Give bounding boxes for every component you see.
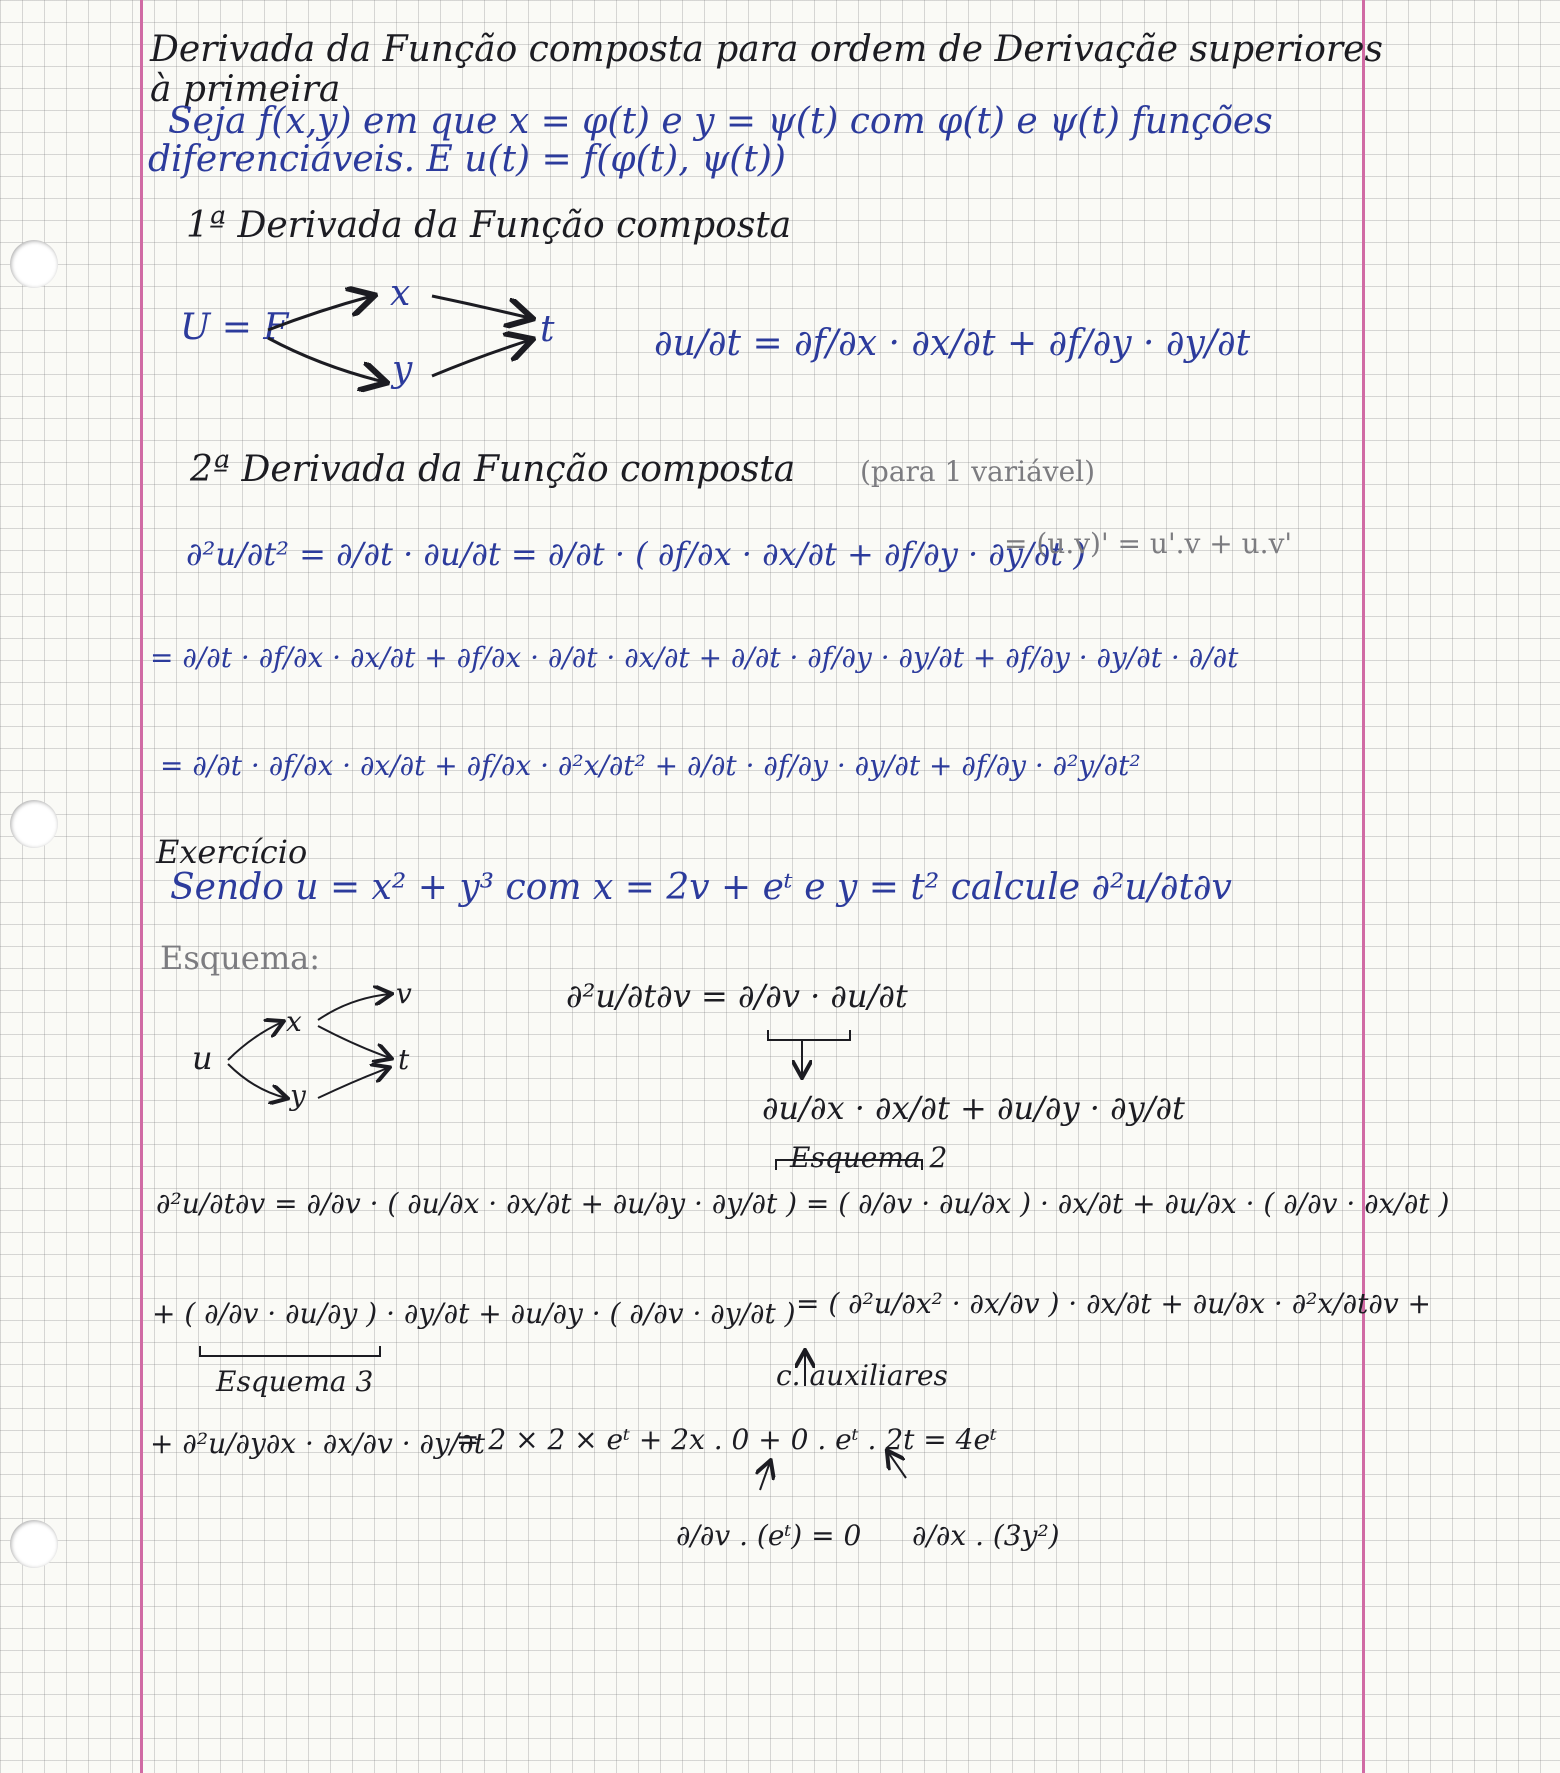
scheme-3-bracket: [200, 1346, 380, 1356]
aux-arrow-2: [888, 1452, 906, 1478]
scheme-2-label: Esquema 2: [790, 1141, 948, 1174]
auxiliary-calc-1: ∂/∂v . (eᵗ) = 0: [676, 1519, 862, 1552]
auxiliary-calc-2: ∂/∂x . (3y²): [912, 1519, 1060, 1552]
second-derivative-line-3: = ∂/∂t · ∂f/∂x · ∂x/∂t + ∂f/∂x · ∂²x/∂t² + ∂/∂t · ∂f/∂y · ∂y/∂t + ∂f/∂y · ∂²y/∂t²: [160, 749, 1141, 782]
arrow-x-to-t: [432, 296, 530, 318]
scheme-arrow-u-x: [228, 1022, 282, 1060]
arrow-u-to-x: [268, 296, 372, 330]
scheme-3-label: Esquema 3: [216, 1365, 374, 1398]
solution-step-3-left: + ∂²u/∂y∂x · ∂x/∂v · ∂y/∂t: [150, 1427, 485, 1460]
scheme-arrow-x-t: [318, 1026, 390, 1058]
intro-text-continued: diferenciáveis. E u(t) = f(φ(t), ψ(t)): [148, 139, 786, 180]
scheme-arrow-y-t: [318, 1068, 388, 1098]
scheme-label: Esquema:: [160, 939, 321, 977]
tree-node-x: x: [390, 273, 411, 314]
scheme-node-x: x: [286, 1005, 302, 1038]
scheme-2-bracket: [776, 1160, 922, 1170]
scheme-arrow-u-y: [228, 1064, 286, 1098]
product-rule-note: = (u.v)' = u'.v + u.v': [1004, 527, 1293, 560]
second-derivative-line-1: ∂²u/∂t² = ∂/∂t · ∂u/∂t = ∂/∂t · ( ∂f/∂x · ∂x/∂t + ∂f/∂y · ∂y/∂t ): [186, 535, 1086, 573]
tree-node-t: t: [540, 309, 555, 350]
plan-bracket: [768, 1030, 850, 1040]
plan-expansion: ∂u/∂x · ∂x/∂t + ∂u/∂y · ∂y/∂t: [762, 1089, 1185, 1127]
second-derivative-line-2: = ∂/∂t · ∂f/∂x · ∂x/∂t + ∂f/∂x · ∂/∂t · ∂x/∂t + ∂/∂t · ∂f/∂y · ∂y/∂t + ∂f/∂y · ∂y/∂t · ∂/∂t: [150, 641, 1239, 674]
scheme-node-v: v: [396, 977, 412, 1010]
scheme-node-t: t: [398, 1043, 410, 1076]
solution-step-2-right: = ( ∂²u/∂x² · ∂x/∂v ) · ∂x/∂t + ∂u/∂x · ∂²x/∂t∂v +: [796, 1287, 1432, 1320]
first-derivative-formula: ∂u/∂t = ∂f/∂x · ∂x/∂t + ∂f/∂y · ∂y/∂t: [654, 323, 1251, 364]
aux-arrow-1: [760, 1462, 770, 1490]
first-derivative-heading: 1ª Derivada da Função composta: [186, 205, 792, 246]
scheme-node-y: y: [290, 1079, 306, 1112]
page-title-continued: à primeira: [150, 69, 341, 110]
solution-step-2-left: + ( ∂/∂v · ∂u/∂y ) · ∂y/∂t + ∂u/∂y · ( ∂/∂v · ∂y/∂t ): [152, 1297, 796, 1330]
scheme-root: u: [192, 1039, 213, 1077]
arrow-u-to-y: [268, 338, 384, 382]
second-derivative-heading: 2ª Derivada da Função composta: [190, 449, 796, 490]
intro-text: Seja f(x,y) em que x = φ(t) e y = ψ(t) com φ(t) e ψ(t) funções: [168, 101, 1273, 142]
second-derivative-note: (para 1 variável): [860, 455, 1096, 488]
auxiliaries-label: c. auxiliares: [776, 1359, 948, 1392]
scheme-arrow-x-v: [318, 994, 390, 1020]
page-title: Derivada da Função composta para ordem de Derivaçãe superiores: [150, 29, 1383, 70]
exercise-statement: Sendo u = x² + y³ com x = 2v + eᵗ e y = t² calcule ∂²u/∂t∂v: [170, 867, 1232, 908]
arrow-y-to-t: [432, 340, 530, 376]
tree-node-y: y: [392, 349, 413, 390]
exercise-heading: Exercício: [156, 833, 308, 871]
plan-formula: ∂²u/∂t∂v = ∂/∂v · ∂u/∂t: [566, 977, 908, 1015]
solution-step-1: ∂²u/∂t∂v = ∂/∂v · ( ∂u/∂x · ∂x/∂t + ∂u/∂y · ∂y/∂t ) = ( ∂/∂v · ∂u/∂x ) · ∂x/∂t + ∂u/∂x · ( ∂/∂v · ∂x/∂t ): [156, 1187, 1450, 1220]
tree-root: U = F: [180, 307, 289, 348]
solution-step-3-right: = 2 × 2 × eᵗ + 2x . 0 + 0 . eᵗ . 2t = 4eᵗ: [456, 1423, 997, 1456]
